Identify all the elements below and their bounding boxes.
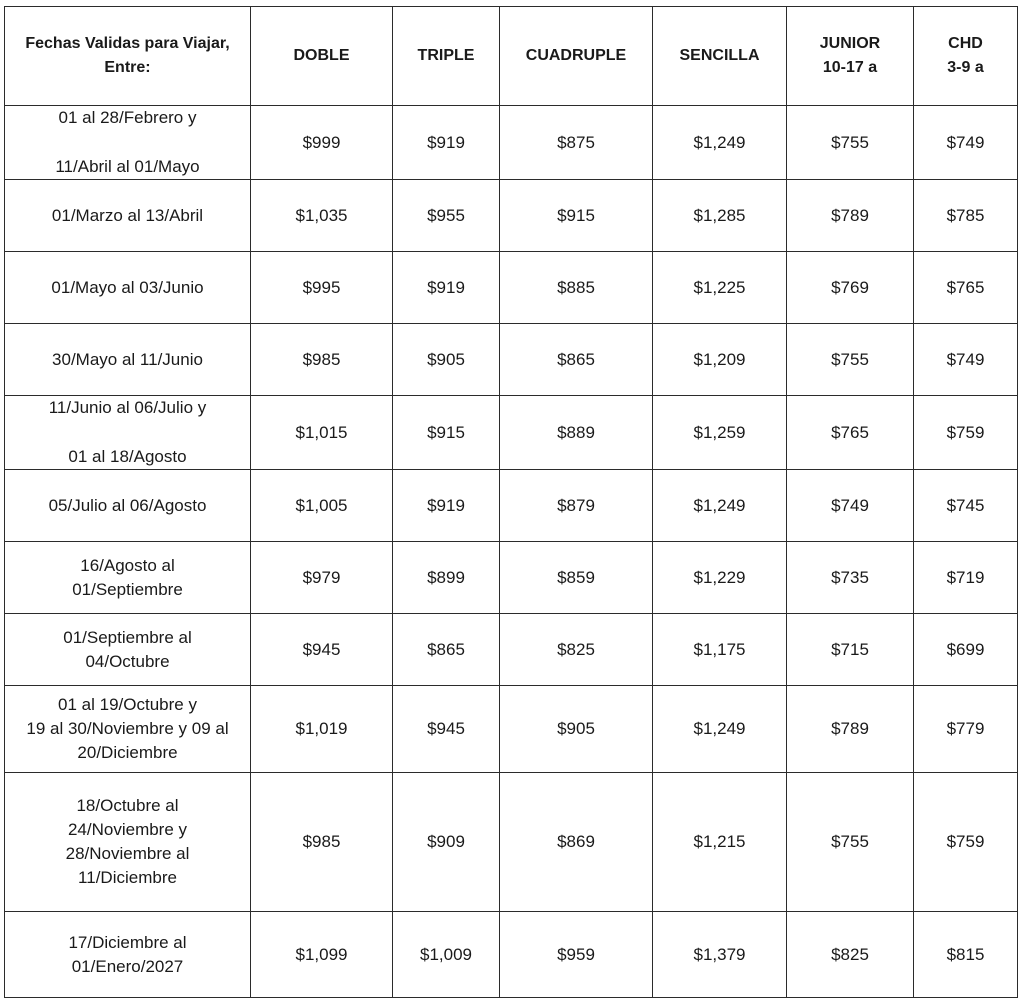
travel-dates-line: 11/Abril al 01/Mayo	[55, 157, 200, 176]
chd-price-cell: $759	[914, 773, 1018, 912]
triple-price-cell: $905	[393, 324, 500, 396]
triple-price-cell: $955	[393, 180, 500, 252]
junior-header-line: 10-17 a	[822, 59, 878, 76]
cuadruple-price-cell: $905	[500, 686, 653, 773]
travel-dates-line: 17/Diciembre al	[68, 932, 187, 952]
chd-header-line: CHD	[948, 35, 983, 52]
travel-dates-line: 11/Junio al 06/Julio y	[48, 398, 207, 417]
travel-dates-cell	[5, 614, 251, 686]
travel-dates-line: 01/Marzo al 13/Abril	[51, 205, 204, 225]
sencilla-price-cell: $1,249	[653, 470, 787, 542]
chd-price-cell: $765	[914, 252, 1018, 324]
doble-column-header: DOBLE	[251, 7, 393, 106]
chd-price-cell: $749	[914, 106, 1018, 180]
dates-header-line: Entre:	[104, 59, 151, 76]
cuadruple-price-cell: $959	[500, 912, 653, 998]
travel-dates-cell	[5, 106, 251, 180]
travel-dates-line: 24/Noviembre y	[67, 820, 188, 839]
dates-column-header	[5, 7, 251, 106]
table-row	[5, 686, 1018, 773]
sencilla-price-cell: $1,285	[653, 180, 787, 252]
travel-dates-cell	[5, 470, 251, 542]
doble-price-cell: $1,099	[251, 912, 393, 998]
doble-price-cell: $985	[251, 773, 393, 912]
travel-dates-line: 05/Julio al 06/Agosto	[48, 495, 207, 515]
travel-dates-line: 01/Enero/2027	[71, 956, 184, 976]
doble-price-cell: $979	[251, 542, 393, 614]
travel-dates-cell	[5, 686, 251, 773]
travel-dates-line: 11/Diciembre	[78, 868, 177, 887]
junior-price-cell: $755	[787, 324, 914, 396]
sencilla-price-cell: $1,225	[653, 252, 787, 324]
table-row	[5, 542, 1018, 614]
junior-price-cell: $789	[787, 180, 914, 252]
sencilla-column-header: SENCILLA	[653, 7, 787, 106]
doble-price-cell: $1,035	[251, 180, 393, 252]
cuadruple-price-cell: $915	[500, 180, 653, 252]
travel-dates-line: 28/Noviembre al	[65, 844, 190, 863]
triple-price-cell: $919	[393, 470, 500, 542]
junior-price-cell: $789	[787, 686, 914, 773]
triple-column-header: TRIPLE	[393, 7, 500, 106]
doble-price-cell: $995	[251, 252, 393, 324]
cuadruple-price-cell: $889	[500, 396, 653, 470]
triple-price-cell: $919	[393, 252, 500, 324]
sencilla-price-cell: $1,249	[653, 686, 787, 773]
travel-dates-line: 30/Mayo al 11/Junio	[52, 349, 203, 369]
chd-column-header	[914, 7, 1018, 106]
travel-dates-line: 01/Mayo al 03/Junio	[51, 277, 204, 297]
sencilla-price-cell: $1,259	[653, 396, 787, 470]
triple-price-cell: $915	[393, 396, 500, 470]
table-row	[5, 773, 1018, 912]
chd-price-cell: $815	[914, 912, 1018, 998]
travel-dates-line: 01 al 18/Agosto	[68, 447, 187, 466]
travel-dates-line: 19 al 30/Noviembre y 09 al	[26, 719, 229, 738]
doble-price-cell: $1,005	[251, 470, 393, 542]
cuadruple-price-cell: $865	[500, 324, 653, 396]
sencilla-price-cell: $1,379	[653, 912, 787, 998]
travel-dates-cell	[5, 542, 251, 614]
travel-dates-cell	[5, 252, 251, 324]
rates-table	[4, 6, 1018, 998]
sencilla-price-cell: $1,209	[653, 324, 787, 396]
chd-price-cell: $745	[914, 470, 1018, 542]
sencilla-price-cell: $1,175	[653, 614, 787, 686]
sencilla-price-cell: $1,215	[653, 773, 787, 912]
doble-price-cell: $999	[251, 106, 393, 180]
chd-price-cell: $719	[914, 542, 1018, 614]
travel-dates-line: 18/Octubre al	[76, 796, 179, 815]
travel-dates-line: 04/Octubre	[85, 651, 170, 671]
triple-price-cell: $865	[393, 614, 500, 686]
junior-price-cell: $715	[787, 614, 914, 686]
cuadruple-price-cell: $859	[500, 542, 653, 614]
chd-price-cell: $785	[914, 180, 1018, 252]
travel-dates-cell	[5, 912, 251, 998]
cuadruple-column-header: CUADRUPLE	[500, 7, 653, 106]
triple-price-cell: $919	[393, 106, 500, 180]
table-row	[5, 106, 1018, 180]
cuadruple-price-cell: $879	[500, 470, 653, 542]
travel-dates-line: 16/Agosto al	[80, 555, 175, 575]
chd-price-cell: $759	[914, 396, 1018, 470]
header-row	[5, 7, 1018, 106]
dates-header-line: Fechas Validas para Viajar,	[25, 35, 230, 52]
chd-price-cell: $779	[914, 686, 1018, 773]
junior-price-cell: $749	[787, 470, 914, 542]
triple-price-cell: $1,009	[393, 912, 500, 998]
travel-dates-line: 01/Septiembre al	[63, 627, 192, 647]
table-row	[5, 912, 1018, 998]
travel-dates-line: 01 al 28/Febrero y	[58, 108, 197, 127]
chd-header-line: 3-9 a	[947, 59, 984, 76]
junior-price-cell: $755	[787, 106, 914, 180]
junior-column-header	[787, 7, 914, 106]
junior-price-cell: $765	[787, 396, 914, 470]
travel-dates-line: 20/Diciembre	[77, 743, 178, 762]
doble-price-cell: $1,015	[251, 396, 393, 470]
junior-price-cell: $755	[787, 773, 914, 912]
doble-price-cell: $945	[251, 614, 393, 686]
table-row	[5, 324, 1018, 396]
doble-price-cell: $985	[251, 324, 393, 396]
table-row	[5, 180, 1018, 252]
travel-dates-cell	[5, 180, 251, 252]
table-row	[5, 252, 1018, 324]
cuadruple-price-cell: $885	[500, 252, 653, 324]
cuadruple-price-cell: $869	[500, 773, 653, 912]
travel-dates-line: 01/Septiembre	[72, 579, 183, 599]
table-row	[5, 614, 1018, 686]
travel-dates-line: 01 al 19/Octubre y	[58, 695, 197, 714]
junior-price-cell: $769	[787, 252, 914, 324]
junior-header-line: JUNIOR	[819, 35, 881, 52]
cuadruple-price-cell: $875	[500, 106, 653, 180]
table-row	[5, 396, 1018, 470]
triple-price-cell: $909	[393, 773, 500, 912]
junior-price-cell: $735	[787, 542, 914, 614]
travel-dates-cell	[5, 773, 251, 912]
sencilla-price-cell: $1,249	[653, 106, 787, 180]
travel-dates-cell	[5, 396, 251, 470]
cuadruple-price-cell: $825	[500, 614, 653, 686]
table-row	[5, 470, 1018, 542]
junior-price-cell: $825	[787, 912, 914, 998]
triple-price-cell: $899	[393, 542, 500, 614]
doble-price-cell: $1,019	[251, 686, 393, 773]
travel-dates-cell	[5, 324, 251, 396]
chd-price-cell: $699	[914, 614, 1018, 686]
sencilla-price-cell: $1,229	[653, 542, 787, 614]
chd-price-cell: $749	[914, 324, 1018, 396]
triple-price-cell: $945	[393, 686, 500, 773]
